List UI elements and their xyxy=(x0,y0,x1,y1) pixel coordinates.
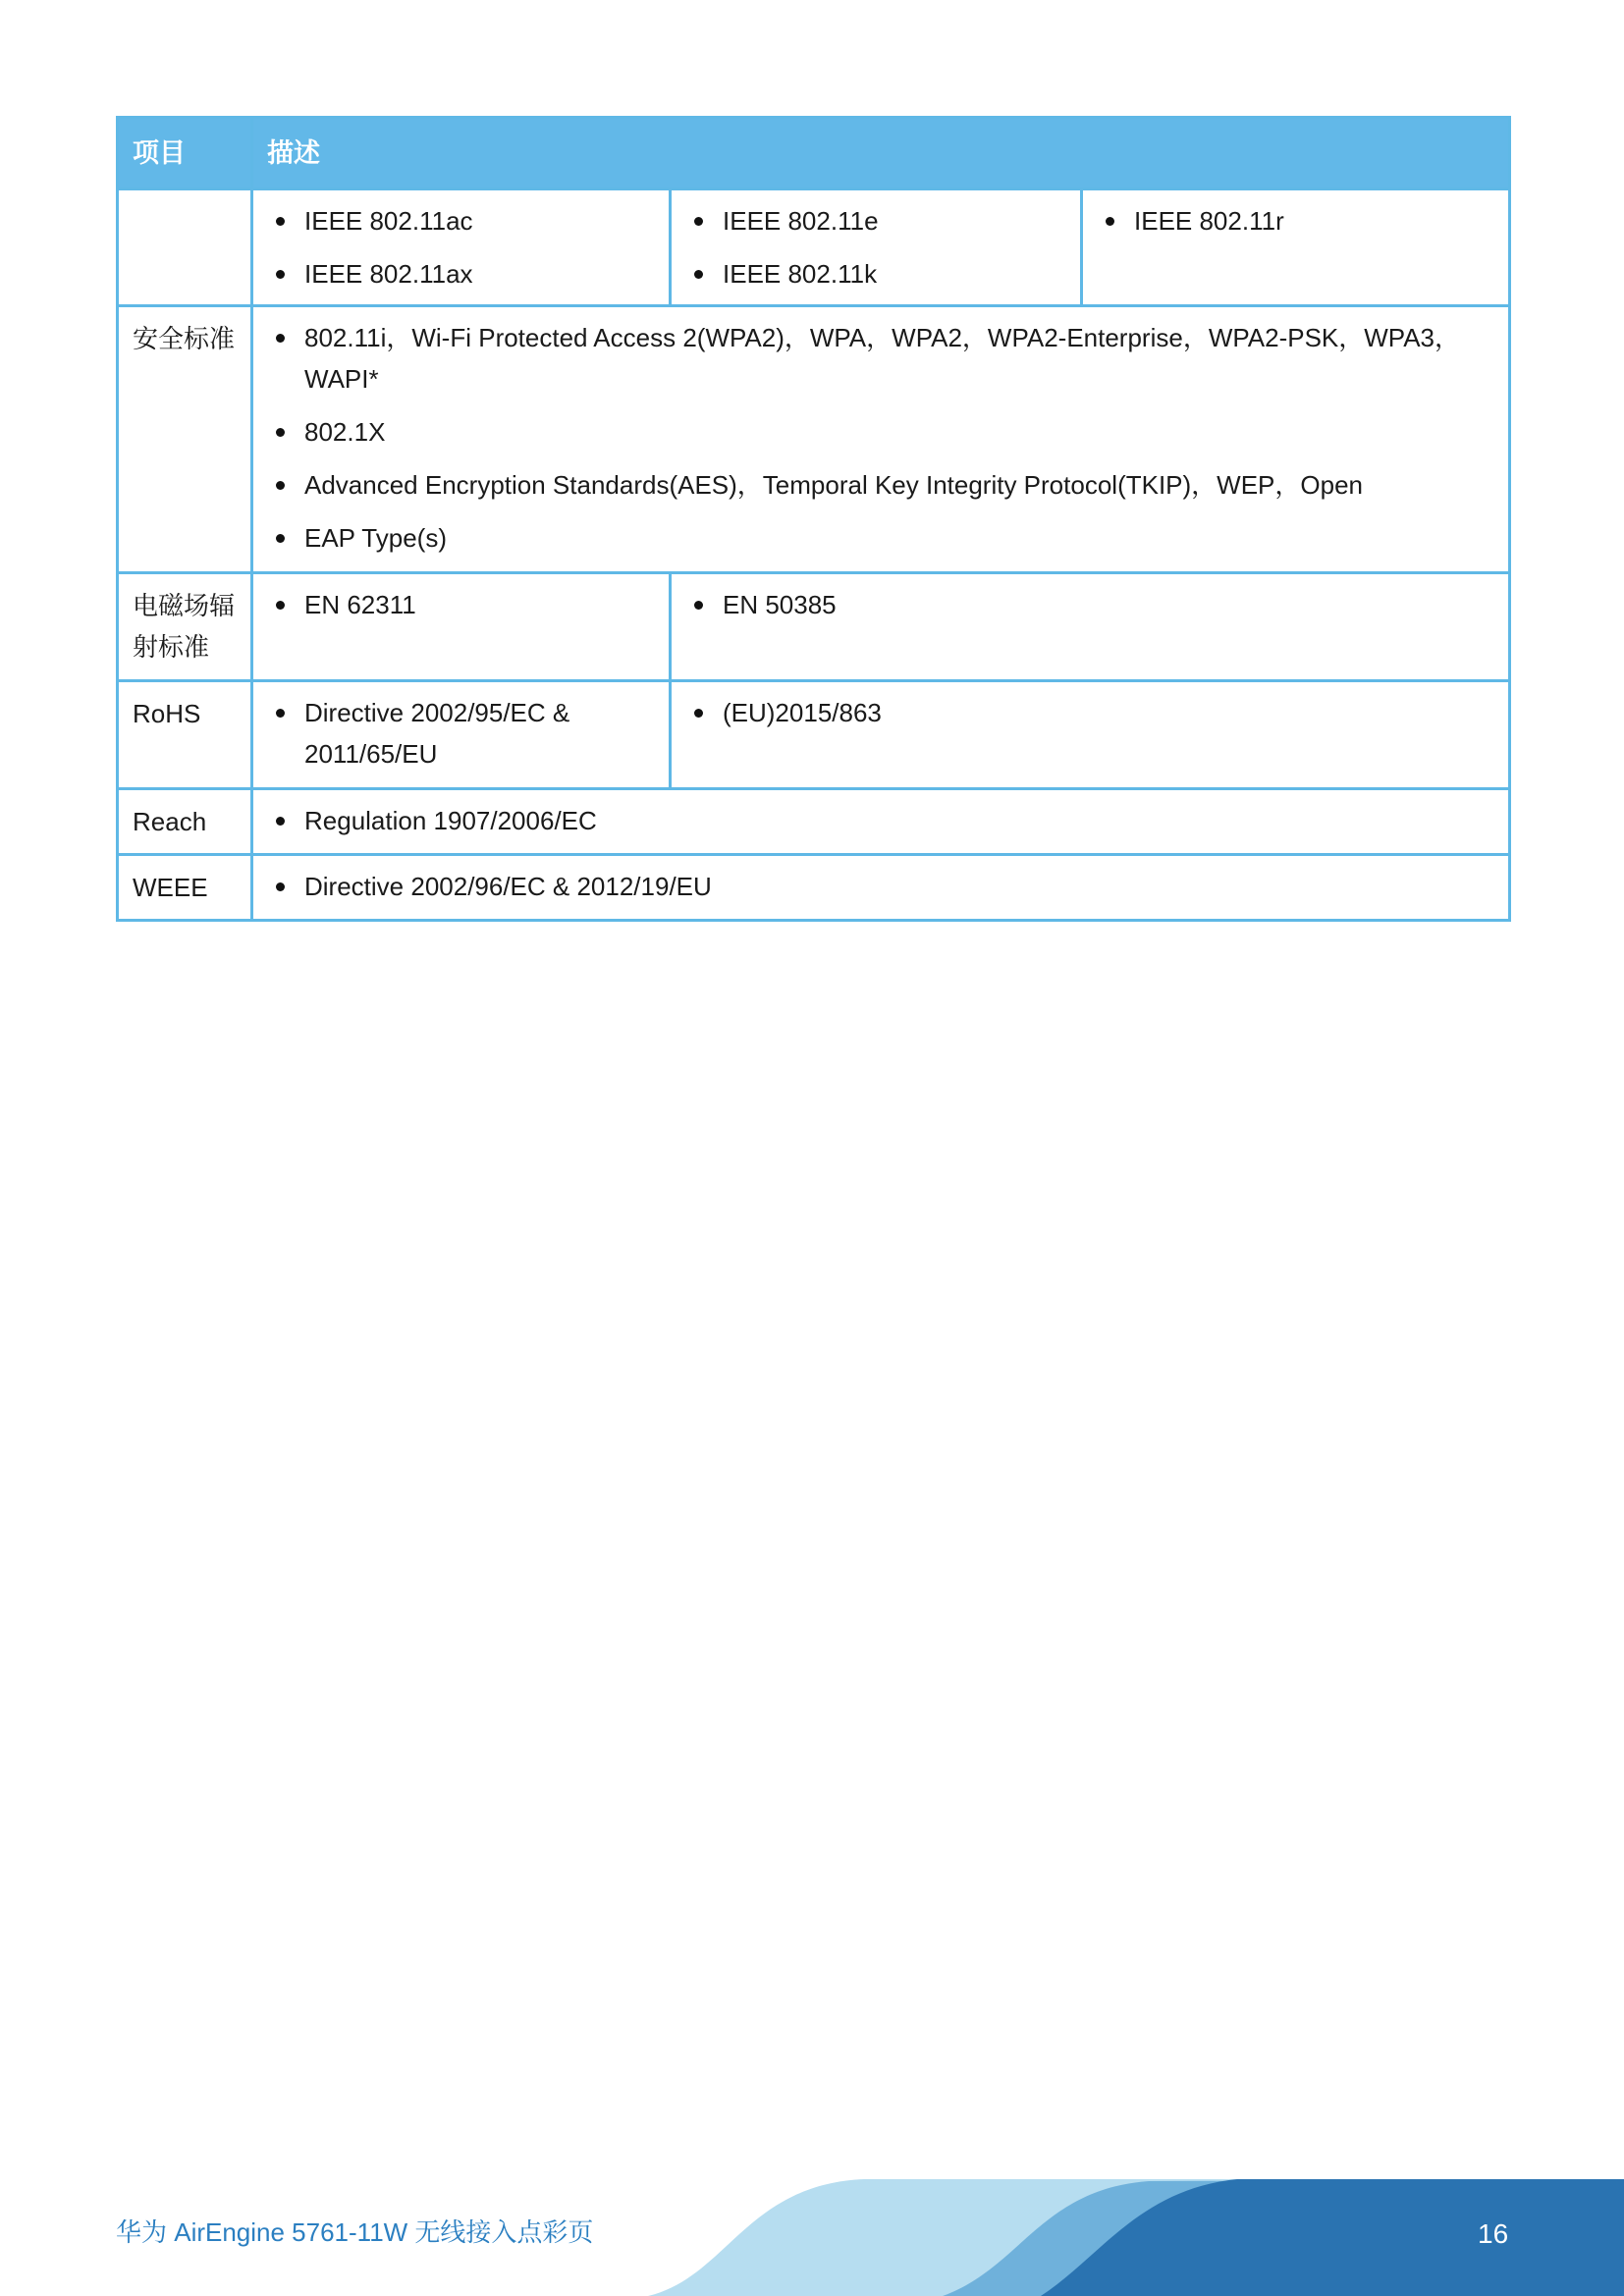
table-row xyxy=(118,681,1510,789)
bullet-icon xyxy=(276,601,285,610)
table-row xyxy=(118,306,1510,573)
list-item: (EU)2015/863 xyxy=(672,692,1496,733)
row-label: 电磁场辐射标准 xyxy=(118,573,252,681)
desc-cell xyxy=(252,189,671,306)
list-item: Advanced Encryption Standards(AES)，Temporal Key Integrity Protocol(TKIP)，WEP，Open xyxy=(253,464,1496,506)
table-row xyxy=(118,189,1510,306)
bullet-icon xyxy=(276,270,285,279)
list-item: IEEE 802.11k xyxy=(672,253,1068,294)
table-row xyxy=(118,855,1510,921)
bullet-icon xyxy=(276,882,285,891)
table-row xyxy=(118,573,1510,681)
bullet-list xyxy=(253,856,1508,917)
desc-cell xyxy=(252,855,1510,921)
footer-title: 华为 AirEngine 5761-11W 无线接入点彩页 xyxy=(116,2217,594,2247)
row-label: 安全标准 xyxy=(118,306,252,573)
list-item: Directive 2002/96/EC & 2012/19/EU xyxy=(253,866,1496,907)
desc-cell xyxy=(671,573,1510,681)
list-item: Directive 2002/95/EC & 2011/65/EU xyxy=(253,692,657,774)
bullet-list xyxy=(253,682,669,784)
list-item: EN 50385 xyxy=(672,584,1496,625)
desc-cell xyxy=(252,306,1510,573)
table-header-row xyxy=(118,118,1510,189)
list-item: IEEE 802.11ax xyxy=(253,253,657,294)
row-label xyxy=(118,189,252,306)
list-item: EN 62311 xyxy=(253,584,657,625)
list-item: IEEE 802.11r xyxy=(1083,200,1496,241)
page-number: 16 xyxy=(1478,2218,1509,2249)
header-item: 项目 xyxy=(118,118,252,189)
table-row xyxy=(118,789,1510,855)
bullet-icon xyxy=(276,481,285,490)
bullet-list xyxy=(253,574,669,635)
bullet-icon xyxy=(276,428,285,437)
desc-cell xyxy=(671,681,1510,789)
list-item: 802.11i，Wi-Fi Protected Access 2(WPA2)，WPA，WPA2，WPA2-Enterprise，WPA2-PSK，WPA3，WAPI* xyxy=(253,317,1496,400)
bullet-icon xyxy=(276,534,285,543)
list-item: IEEE 802.11e xyxy=(672,200,1068,241)
bullet-list xyxy=(253,307,1508,568)
bullet-list xyxy=(253,790,1508,851)
bullet-icon xyxy=(694,270,703,279)
bullet-icon xyxy=(694,601,703,610)
list-item: Regulation 1907/2006/EC xyxy=(253,800,1496,841)
list-item: IEEE 802.11ac xyxy=(253,200,657,241)
desc-cell xyxy=(252,789,1510,855)
spec-table xyxy=(116,116,1511,922)
list-item: EAP Type(s) xyxy=(253,517,1496,559)
bullet-list xyxy=(672,190,1080,304)
bullet-icon xyxy=(1106,217,1114,226)
bullet-list xyxy=(1083,190,1508,251)
desc-cell xyxy=(252,681,671,789)
desc-cell xyxy=(671,189,1082,306)
desc-cell xyxy=(1082,189,1510,306)
desc-cell xyxy=(252,573,671,681)
row-label: WEEE xyxy=(118,855,252,921)
bullet-list xyxy=(672,682,1508,743)
list-item: 802.1X xyxy=(253,411,1496,453)
bullet-icon xyxy=(276,217,285,226)
row-label: RoHS xyxy=(118,681,252,789)
bullet-list xyxy=(672,574,1508,635)
bullet-icon xyxy=(694,217,703,226)
bullet-icon xyxy=(276,709,285,718)
bullet-icon xyxy=(694,709,703,718)
row-label: Reach xyxy=(118,789,252,855)
bullet-icon xyxy=(276,817,285,826)
bullet-list xyxy=(253,190,669,304)
bullet-icon xyxy=(276,334,285,343)
header-description: 描述 xyxy=(252,118,1510,189)
